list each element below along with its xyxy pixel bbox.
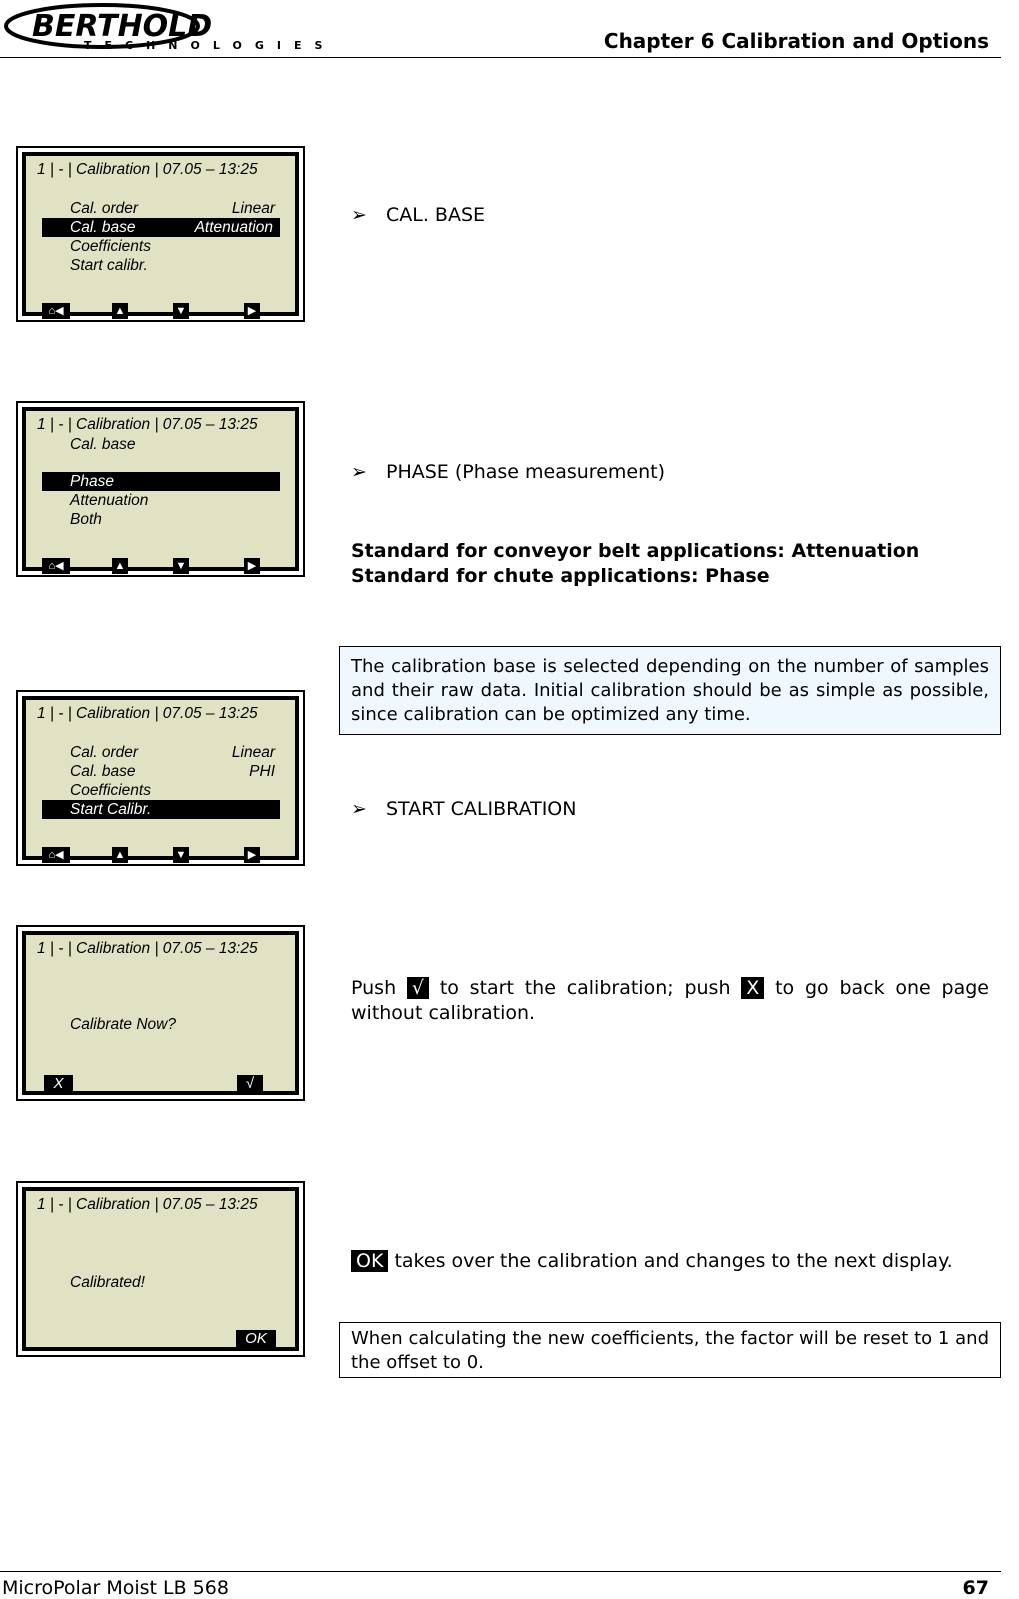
option-attenuation[interactable]: Attenuation xyxy=(70,492,149,509)
option-both[interactable]: Both xyxy=(70,511,102,528)
lcd-title: 1 | - | Calibration | 07.05 – 13:25 xyxy=(37,416,258,433)
ok-instruction: OK takes over the calibration and changes to the next display. xyxy=(351,1249,989,1274)
lcd-screen-cal-menu xyxy=(16,146,305,322)
right-arrow-button[interactable]: ▶ xyxy=(244,558,260,574)
page-number: 67 xyxy=(962,1577,989,1599)
lcd-screen-cal-base xyxy=(16,401,305,577)
option-phase-selected[interactable]: Phase xyxy=(42,472,280,491)
up-arrow-button[interactable]: ▲ xyxy=(112,847,128,863)
arrow-bullet-icon: ➢ xyxy=(351,204,367,226)
bullet-phase: ➢ PHASE (Phase measurement) xyxy=(351,461,665,483)
arrow-bullet-icon: ➢ xyxy=(351,798,367,820)
down-arrow-button[interactable]: ▼ xyxy=(173,847,189,863)
ok-key-label: OK xyxy=(351,1250,388,1272)
x-key-label: X xyxy=(741,977,764,999)
lcd-title: 1 | - | Calibration | 07.05 – 13:25 xyxy=(37,940,258,957)
footer-divider xyxy=(0,1571,1001,1572)
note-calibration-base: The calibration base is selected depending on the number of samples and their raw data. Initial calibration should be as simple as possible, since calibration can be optimized any time. xyxy=(339,646,1001,735)
footer-product: MicroPolar Moist LB 568 xyxy=(2,1577,229,1599)
lcd-screen-calibrate-now xyxy=(16,925,305,1101)
ok-button[interactable]: OK xyxy=(236,1330,276,1348)
lcd-screen-calibrated xyxy=(16,1181,305,1357)
check-key-label: √ xyxy=(407,977,429,999)
down-arrow-button[interactable]: ▼ xyxy=(173,303,189,319)
right-arrow-button[interactable]: ▶ xyxy=(244,847,260,863)
menu-row-cal-order[interactable]: Cal. order Linear xyxy=(70,200,275,217)
bullet-cal-base: ➢ CAL. BASE xyxy=(351,204,486,226)
lcd-message: Calibrated! xyxy=(70,1274,145,1291)
menu-row-cal-base-selected[interactable]: Cal. base Attenuation xyxy=(42,218,280,237)
cancel-x-button[interactable]: X xyxy=(44,1075,73,1093)
menu-row-cal-base[interactable]: Cal. base PHI xyxy=(70,763,275,780)
home-back-button[interactable]: ⌂◀ xyxy=(42,303,70,319)
berthold-logo xyxy=(2,2,336,56)
down-arrow-button[interactable]: ▼ xyxy=(173,558,189,574)
logo-subtitle: TECHNOLOGIES xyxy=(84,39,336,52)
note-factor-reset: When calculating the new coefficients, the factor will be reset to 1 and the offset to 0. xyxy=(339,1322,1001,1378)
bullet-start-calibration: ➢ START CALIBRATION xyxy=(351,798,577,820)
logo-wordmark: BERTHOLD xyxy=(32,9,213,44)
lcd-message: Calibrate Now? xyxy=(70,1016,176,1033)
home-back-button[interactable]: ⌂◀ xyxy=(42,847,70,863)
up-arrow-button[interactable]: ▲ xyxy=(112,558,128,574)
menu-row-start-calibr[interactable]: Start calibr. xyxy=(70,257,148,274)
standard-conveyor: Standard for conveyor belt applications: Attenuation xyxy=(351,540,920,562)
menu-row-coefficients[interactable]: Coefficients xyxy=(70,782,151,799)
menu-row-start-calibr-selected[interactable]: Start Calibr. xyxy=(42,800,280,819)
confirm-check-button[interactable]: √ xyxy=(237,1075,263,1093)
menu-row-coefficients[interactable]: Coefficients xyxy=(70,238,151,255)
lcd-title: 1 | - | Calibration | 07.05 – 13:25 xyxy=(37,1196,258,1213)
arrow-bullet-icon: ➢ xyxy=(351,461,367,483)
lcd-heading: Cal. base xyxy=(70,436,136,453)
up-arrow-button[interactable]: ▲ xyxy=(112,303,128,319)
lcd-title: 1 | - | Calibration | 07.05 – 13:25 xyxy=(37,705,258,722)
lcd-screen-start-calibr xyxy=(16,690,305,866)
header-divider xyxy=(0,57,1001,58)
menu-row-cal-order[interactable]: Cal. order Linear xyxy=(70,744,275,761)
right-arrow-button[interactable]: ▶ xyxy=(244,303,260,319)
lcd-title: 1 | - | Calibration | 07.05 – 13:25 xyxy=(37,161,258,178)
chapter-title: Chapter 6 Calibration and Options xyxy=(603,29,989,53)
standard-chute: Standard for chute applications: Phase xyxy=(351,565,770,587)
push-instruction: Push √ to start the calibration; push X to go back one page without calibration. xyxy=(351,977,989,1024)
home-back-button[interactable]: ⌂◀ xyxy=(42,558,70,574)
